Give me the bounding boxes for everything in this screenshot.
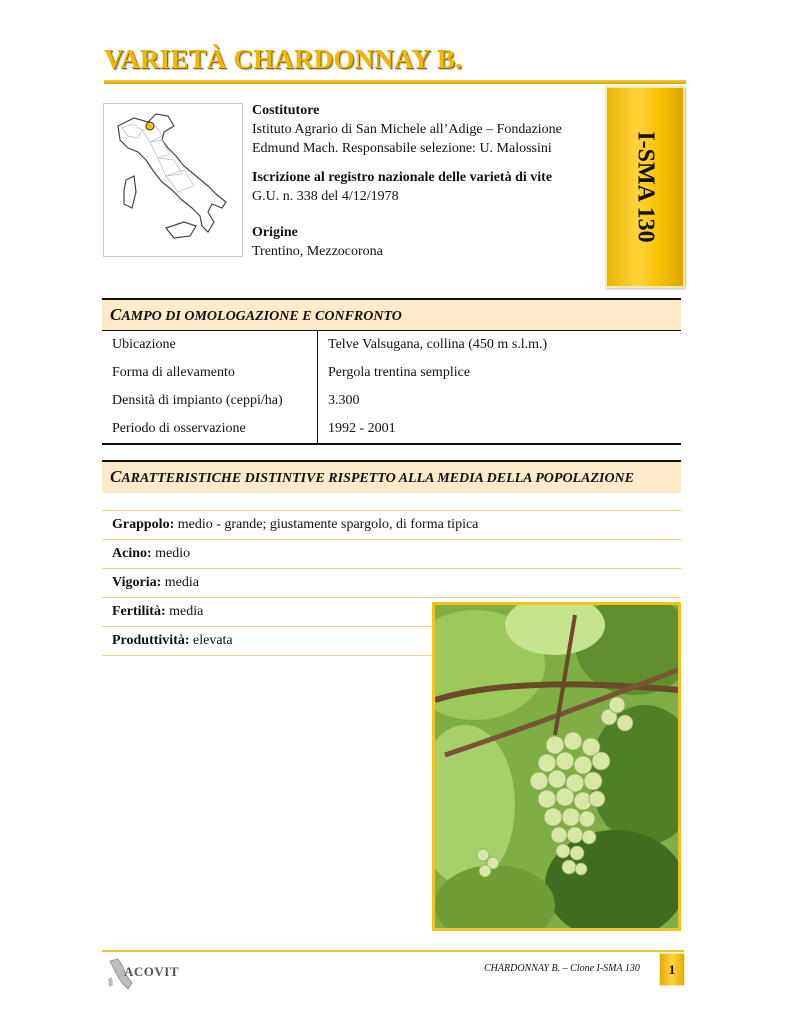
costitutore-value: Istituto Agrario di San Michele all’Adige – Fondazione Edmund Mach. Responsabile selezione: U. Malossini [252,122,562,156]
clone-tab [605,86,685,288]
trait-value: medio [151,546,191,561]
trait-value: medio - grande; giustamente spargolo, di forma tipica [174,517,479,532]
trait-value: media [165,604,204,619]
campo-heading-initial: C [110,305,122,324]
caratteristiche-heading [102,460,681,493]
list-item [102,627,432,656]
table-cell-value: Telve Valsugana, collina (450 m s.l.m.) [318,331,682,360]
table-cell-key: Forma di allevamento [102,359,318,387]
trait-value: media [161,575,199,590]
table-cell-key: Ubicazione [102,331,318,360]
campo-heading [102,298,681,331]
footer-caption: CHARDONNAY B. – Clone I-SMA 130 [484,963,640,974]
page-title: VARIETÀ CHARDONNAY B. [104,44,463,74]
italy-map-icon [104,104,242,256]
grape-photo [432,602,681,931]
italy-map [103,103,243,257]
footer-rule [102,950,684,952]
location-dot-icon [146,122,154,130]
info-block [252,101,597,261]
trait-label: Acino: [112,546,152,561]
costitutore-label: Costitutore [252,103,320,118]
table-row [102,359,681,387]
registro-value: G.U. n. 338 del 4/12/1978 [252,189,399,204]
table-cell-value: 1992 - 2001 [318,415,682,444]
campo-heading-rest: AMPO DI OMOLOGAZIONE E CONFRONTO [121,309,402,324]
clone-tab-label: I-SMA 130 [632,131,659,243]
table-cell-value: Pergola trentina semplice [328,365,471,380]
table-cell-key: Periodo di osservazione [102,415,318,444]
origine-value: Trentino, Mezzocorona [252,244,383,259]
table-cell-value: 3.300 [328,393,360,408]
list-item [102,598,432,627]
title-rule [104,80,686,84]
logo-text: ACOVIT [124,964,180,979]
trait-value: elevata [189,633,233,648]
acovit-logo [104,955,194,995]
origine-label: Origine [252,225,298,240]
table-row [102,387,681,415]
list-item [102,510,681,540]
trait-label: Vigoria: [112,575,162,590]
list-item [102,540,681,569]
grape-cluster-image [435,605,678,928]
trait-label: Produttività: [112,633,190,648]
list-item [102,569,681,598]
page-number: 1 [659,953,685,986]
registro-label: Iscrizione al registro nazionale delle varietà di vite [252,170,553,185]
trait-label: Fertilità: [112,604,166,619]
table-row [102,331,681,360]
table-row [102,415,681,444]
campo-table [102,330,681,445]
trait-label: Grappolo: [112,517,175,532]
caratteristiche-heading-initial: C [110,467,122,486]
table-cell-key: Densità di impianto (ceppi/ha) [102,387,318,415]
caratteristiche-heading-rest: ARATTERISTICHE DISTINTIVE RISPETTO ALLA MEDIA DELLA POPOLAZIONE [121,471,635,486]
